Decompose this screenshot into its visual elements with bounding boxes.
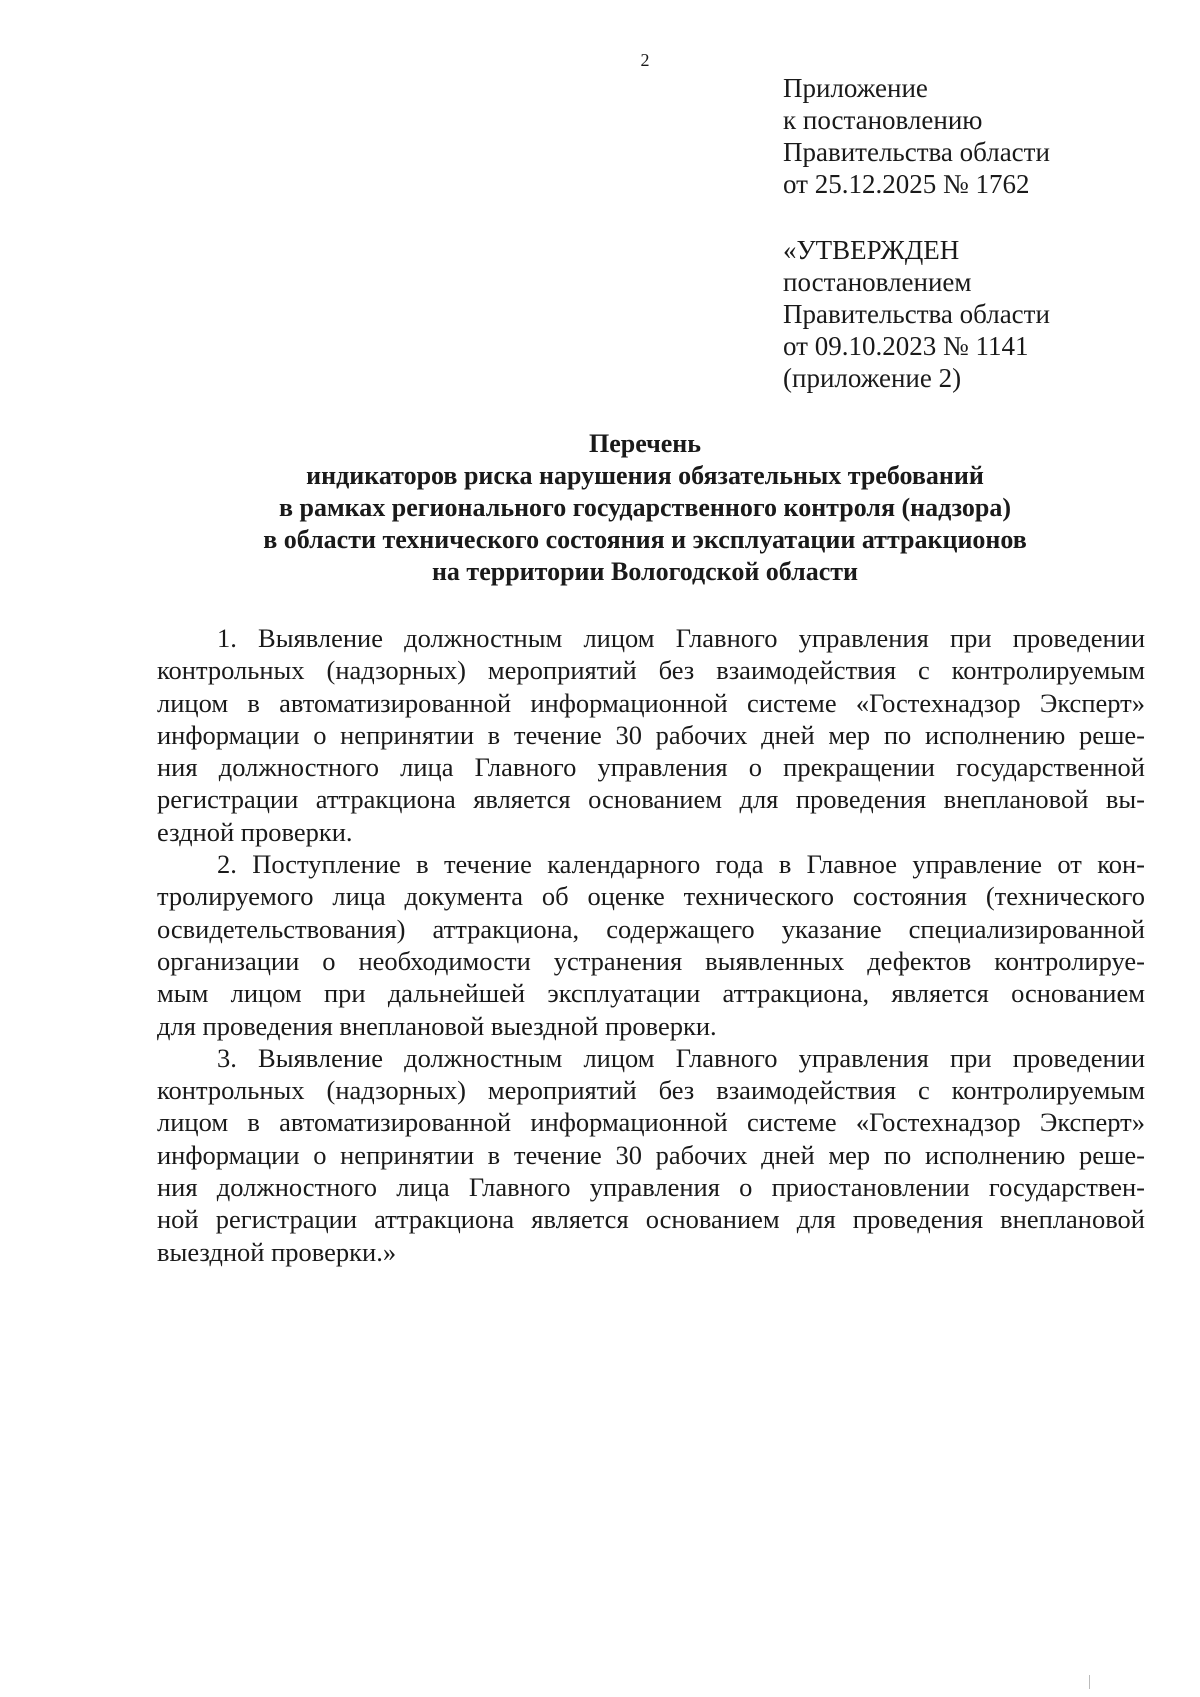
approved-line: (приложение 2): [783, 363, 962, 393]
title-line: в рамках регионального государственного контроля (надзора): [278, 493, 1012, 522]
appendix-line: Правительства области: [783, 137, 1050, 167]
paragraph-line: ния должностного лица Главного управления о прекращении государственной: [157, 752, 1145, 783]
title-line: Перечень: [588, 429, 702, 458]
paragraph-line: ной регистрации аттракциона является основанием для проведения внеплановой: [157, 1204, 1145, 1235]
appendix-line: Приложение: [783, 73, 928, 103]
document-body: [157, 622, 1145, 1268]
paragraph-line: контрольных (надзорных) мероприятий без взаимодействия с контролируемым: [157, 1075, 1145, 1106]
approval-stamp-text: [783, 234, 1050, 394]
paragraph-line: освидетельствования) аттракциона, содержащего указание специализированной: [157, 913, 1145, 944]
paragraph-line: 2. Поступление в течение календарного года в Главное управление от кон-: [217, 849, 1145, 880]
appendix-header: [783, 72, 1050, 200]
paragraph-1: [157, 622, 1145, 848]
paragraph-line: ездной проверки.: [157, 816, 353, 847]
scan-edge-mark: [1089, 1675, 1090, 1689]
title-line: на территории Вологодской области: [431, 557, 859, 586]
paragraph-line: ния должностного лица Главного управления о приостановлении государствен-: [157, 1172, 1145, 1203]
paragraph-line: лицом в автоматизированной информационной системе «Гостехнадзор Эксперт»: [157, 1107, 1145, 1138]
paragraph-line: выездной проверки.»: [157, 1236, 397, 1267]
paragraph-line: информации о непринятии в течение 30 рабочих дней мер по исполнению реше-: [157, 1139, 1145, 1170]
page-number: 2: [640, 50, 650, 70]
paragraph-3: [157, 1042, 1145, 1268]
paragraph-line: организации о необходимости устранения выявленных дефектов контролируе-: [157, 945, 1145, 976]
paragraph-line: 1. Выявление должностным лицом Главного управления при проведении: [217, 623, 1145, 653]
approved-line: от 09.10.2023 № 1141: [783, 331, 1029, 361]
approved-line: «УТВЕРЖДЕН: [783, 235, 960, 265]
paragraph-line: информации о непринятии в течение 30 рабочих дней мер по исполнению реше-: [157, 719, 1145, 750]
document-title: [160, 428, 1130, 588]
title-line: индикаторов риска нарушения обязательных требований: [306, 461, 984, 490]
paragraph-line: лицом в автоматизированной информационной системе «Гостехнадзор Эксперт»: [157, 687, 1145, 718]
paragraph-2: [157, 848, 1145, 1042]
appendix-line: от 25.12.2025 № 1762: [783, 169, 1030, 199]
paragraph-line: контрольных (надзорных) мероприятий без взаимодействия с контролируемым: [157, 655, 1145, 686]
approved-line: постановлением: [783, 267, 972, 297]
paragraph-line: регистрации аттракциона является основанием для проведения внеплановой вы-: [157, 784, 1145, 815]
approved-line: Правительства области: [783, 299, 1050, 329]
paragraph-line: для проведения внеплановой выездной проверки.: [157, 1010, 717, 1041]
title-line: в области технического состояния и эксплуатации аттракционов: [263, 525, 1027, 554]
paragraph-line: тролируемого лица документа об оценке технического состояния (технического: [157, 881, 1145, 912]
paragraph-line: мым лицом при дальнейшей эксплуатации аттракциона, является основанием: [157, 978, 1145, 1009]
paragraph-line: 3. Выявление должностным лицом Главного управления при проведении: [217, 1042, 1145, 1073]
appendix-line: к постановлению: [783, 105, 983, 135]
